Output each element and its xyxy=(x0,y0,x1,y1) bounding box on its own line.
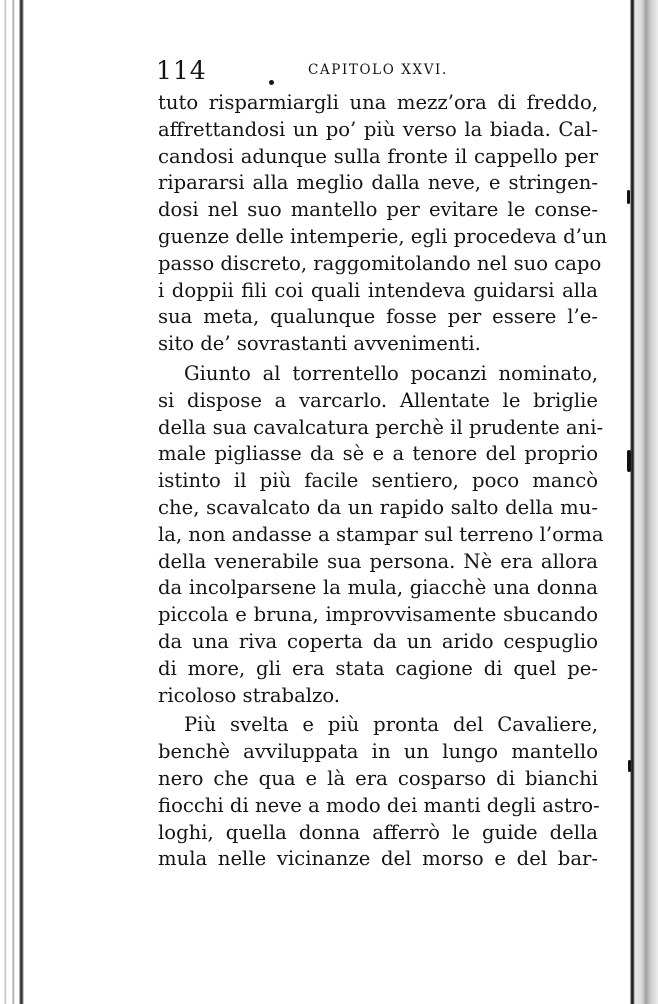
page-header xyxy=(158,56,598,90)
paragraph-2 xyxy=(158,361,604,709)
text-line: tuto risparmiargli una mezz’ora di freddo, xyxy=(158,91,598,114)
text-line: che, scavalcato da un rapido salto della mu- xyxy=(158,495,598,519)
text-line: Più svelta e più pronta del Cavaliere, xyxy=(184,713,598,737)
text-line: da incolparsene la mula, giacchè una donna xyxy=(158,576,598,600)
text-line: piccola e bruna, improvvisamente sbucando xyxy=(158,603,598,627)
text-line: della venerabile sua persona. Nè era allora xyxy=(158,549,598,573)
text-line: la, non andasse a stampar sul terreno l’orma xyxy=(158,522,604,546)
text-line: da una riva coperta da un arido cespuglio xyxy=(158,629,598,653)
paragraph-1 xyxy=(158,90,608,358)
text-line: guenze delle intemperie, egli procedeva d’un xyxy=(158,224,608,248)
text-line: nero che qua e là era cosparso di bianchi xyxy=(158,766,598,790)
text-line: ripararsi alla meglio dalla neve, e stringen- xyxy=(158,171,598,195)
text-line: sito de’ sovrastanti avvenimenti. xyxy=(158,332,481,356)
page-number: 114 xyxy=(156,56,207,85)
binding-edge xyxy=(0,0,26,1004)
text-line: di more, gli era stata cagione di quel pe- xyxy=(158,656,598,680)
text-line: passo discreto, raggomitolando nel suo capo xyxy=(158,251,602,275)
text-line: sua meta, qualunque fosse per essere l’e- xyxy=(158,305,598,329)
text-line: benchè avviluppata in un lungo mantello xyxy=(158,740,598,764)
text-line: affrettandosi un po’ più verso la biada. Cal- xyxy=(158,117,598,141)
text-line: dosi nel suo mantello per evitare le conse- xyxy=(158,198,598,222)
paragraph-3 xyxy=(158,712,598,873)
text-line: candosi adunque sulla fronte il cappello per xyxy=(158,144,598,168)
text-line: i doppii fili coi quali intendeva guidarsi alla xyxy=(158,278,598,302)
text-line: male pigliasse da sè e a tenore del proprio xyxy=(158,442,598,466)
text-line: mula nelle vicinanze del morso e del bar- xyxy=(158,847,598,871)
text-line: fiocchi di neve a modo dei manti degli astro- xyxy=(158,793,600,817)
page-edge-right xyxy=(624,0,658,1004)
text-block xyxy=(156,56,608,873)
text-line: si dispose a varcarlo. Allentate le briglie xyxy=(158,388,598,412)
text-line: istinto il più facile sentiero, poco mancò xyxy=(158,469,598,493)
running-head: CAPITOLO XXVI. xyxy=(308,62,448,78)
text-line: Giunto al torrentello pocanzi nominato, xyxy=(184,361,598,385)
text-line: loghi, quella donna afferrò le guide della xyxy=(158,820,598,844)
text-line: ricoloso strabalzo. xyxy=(158,683,341,707)
ink-dot xyxy=(269,80,274,85)
text-line: della sua cavalcatura perchè il prudente ani- xyxy=(158,415,604,439)
